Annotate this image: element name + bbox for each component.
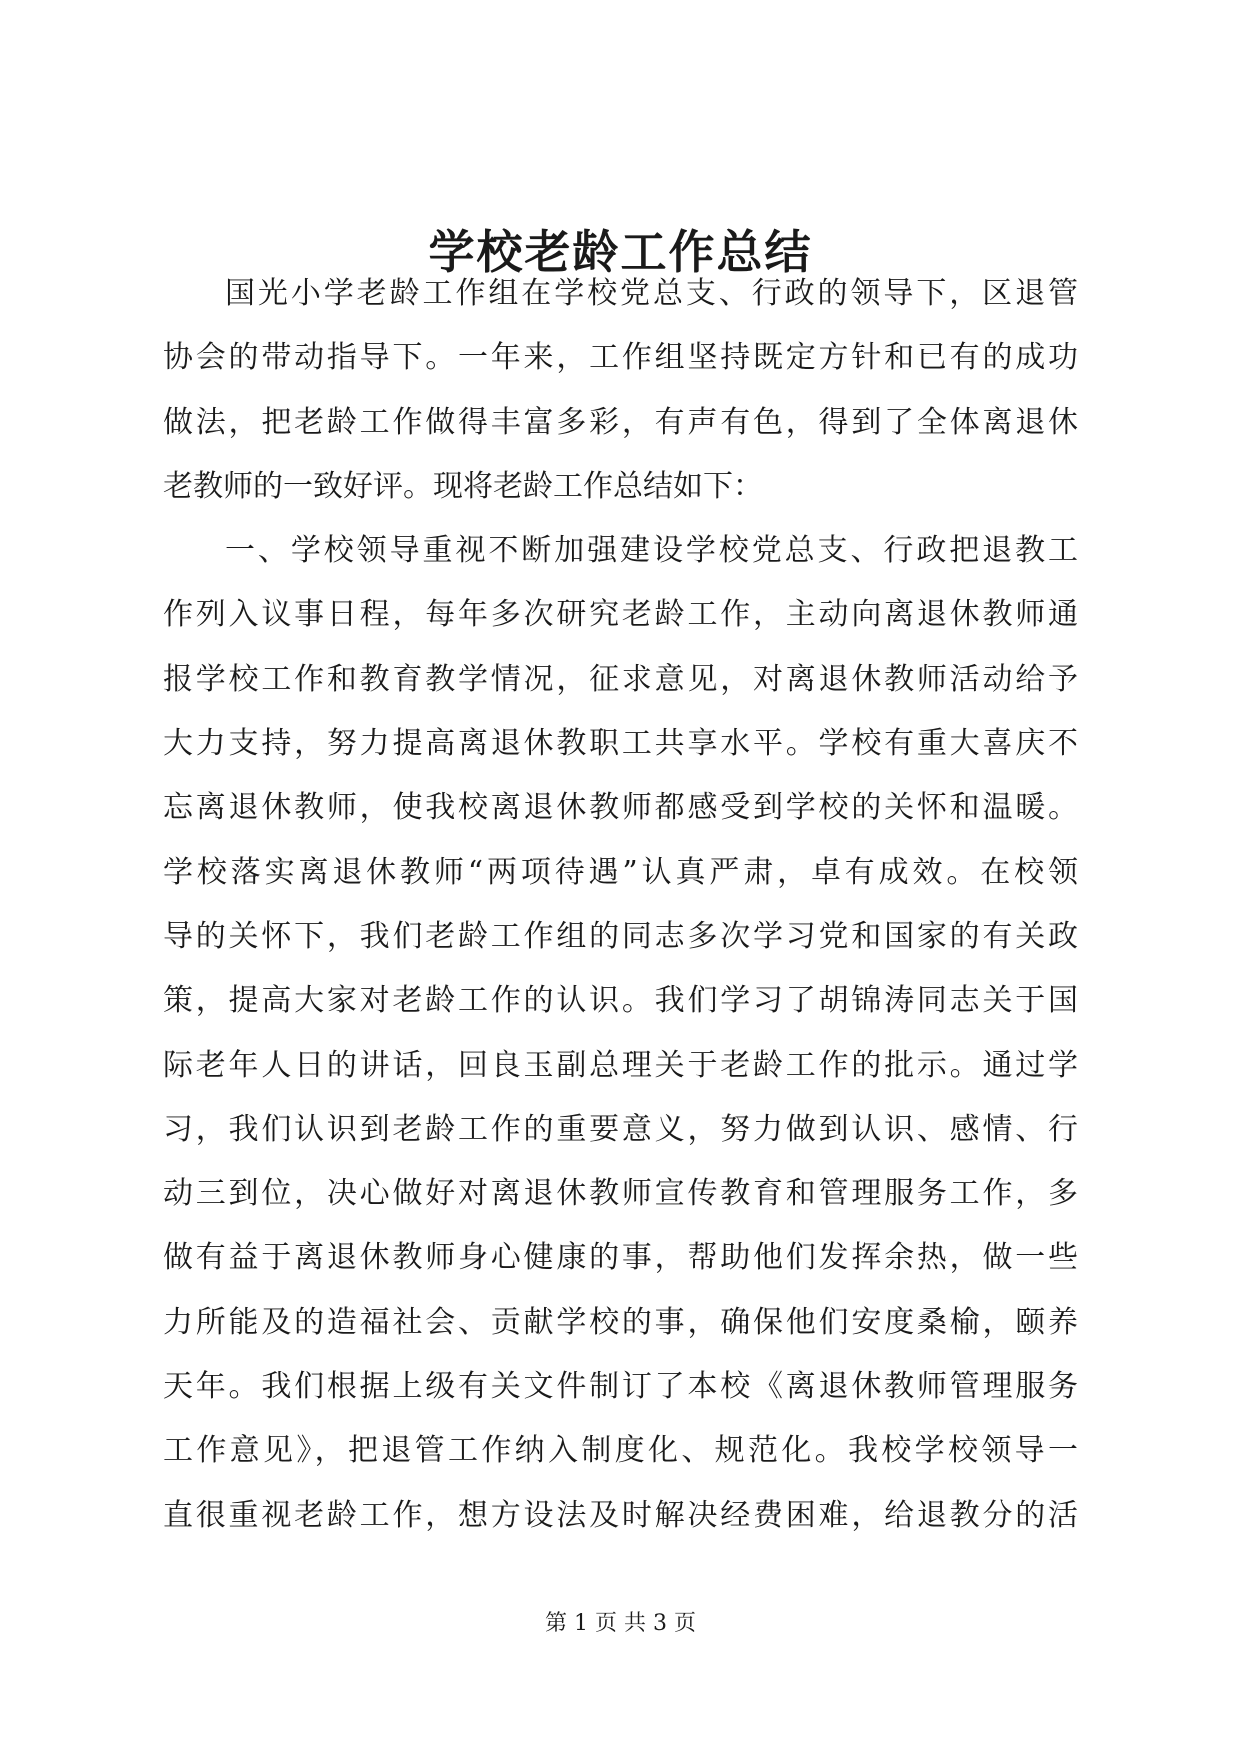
paragraph-2-line-6: 学校落实离退休教师“两项待遇”认真严肃，卓有成效。在校领 [163,854,1078,890]
paragraph-2-line-11: 动三到位，决心做好对离退休教师宣传教育和管理服务工作，多 [163,1176,1078,1212]
document-title: 学校老龄工作总结 [428,225,813,279]
paragraph-2-line-12: 做有益于离退休教师身心健康的事，帮助他们发挥余热，做一些 [163,1240,1078,1276]
paragraph-2-line-9: 际老年人日的讲话，回良玉副总理关于老龄工作的批示。通过学 [163,1047,1078,1083]
paragraph-2-line-16: 直很重视老龄工作，想方设法及时解决经费困难，给退教分的活 [163,1497,1078,1533]
paragraph-2-line-3: 报学校工作和教育教学情况，征求意见，对离退休教师活动给予 [163,661,1078,697]
paragraph-2-line-8: 策，提高大家对老龄工作的认识。我们学习了胡锦涛同志关于国 [163,983,1078,1019]
paragraph-2-line-7: 导的关怀下，我们老龄工作组的同志多次学习党和国家的有关政 [163,918,1078,954]
paragraph-2-line-13: 力所能及的造福社会、贡献学校的事，确保他们安度桑榆，颐养 [163,1304,1078,1340]
paragraph-2-line-15: 工作意见》，把退管工作纳入制度化、规范化。我校学校领导一 [163,1433,1078,1469]
document-body [163,262,1078,1548]
paragraph-1-line-1: 国光小学老龄工作组在学校党总支、行政的领导下，区退管 [225,276,1078,311]
paragraph-2-line-1: 一、学校领导重视不断加强建设学校党总支、行政把退教工 [225,533,1078,569]
paragraph-2-line-14: 天年。我们根据上级有关文件制订了本校《离退休教师管理服务 [163,1369,1078,1405]
paragraph-2-line-5: 忘离退休教师，使我校离退休教师都感受到学校的关怀和温暖。 [163,790,1078,826]
paragraph-1-line-2: 协会的带动指导下。一年来，工作组坚持既定方针和已有的成功 [163,340,1078,376]
paragraph-2-line-4: 大力支持，努力提高离退休教职工共享水平。学校有重大喜庆不 [163,726,1078,762]
page-footer: 第 1 页 共 3 页 [545,1611,696,1636]
paragraph-1-line-4: 老教师的一致好评。现将老龄工作总结如下： [163,468,763,504]
paragraph-1-line-3: 做法，把老龄工作做得丰富多彩，有声有色，得到了全体离退休 [163,404,1078,440]
paragraph-2-line-10: 习，我们认识到老龄工作的重要意义，努力做到认识、感情、行 [163,1111,1078,1147]
paragraph-2-line-2: 作列入议事日程，每年多次研究老龄工作，主动向离退休教师通 [163,597,1078,633]
